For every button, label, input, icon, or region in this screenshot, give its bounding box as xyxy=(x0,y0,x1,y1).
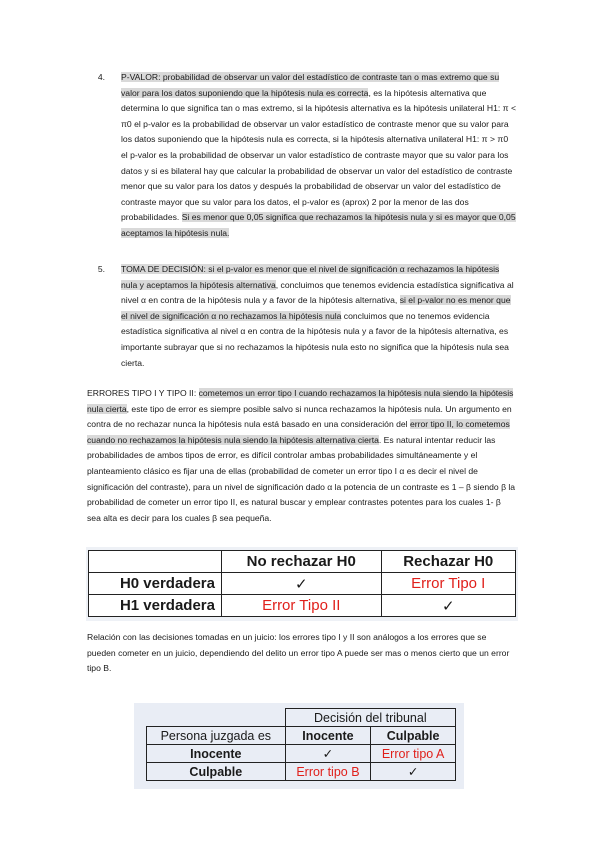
body-text: , este tipo de error es siempre posible salvo si nunca rechazamos la hipótesis nula. Un argumento en contra de no rechazar nunca la hipótesis nula está basado en una consideración del xyxy=(87,403,512,430)
highlighted-text: cometemos un error tipo I cuando rechazamos la hipótesis nula siendo la hipótesis nula cierta xyxy=(87,388,514,414)
relation-paragraph: Relación con las decisiones tomadas en un juicio: los errores tipo I y II son análogos a los errores que se pueden cometer en un juicio, dependiendo del delito un error tipo A puede ser mas o menos cierto que un error tipo B. xyxy=(87,632,510,674)
error-tipo-b-cell: Error tipo B xyxy=(285,763,371,781)
table-row xyxy=(89,573,516,595)
highlighted-text: Si es menor que 0,05 significa que rechazamos la hipótesis nula y si es mayor que 0,05 aceptamos la hipótesis nula. xyxy=(121,212,516,238)
body-text: ERRORES TIPO I Y TIPO II: xyxy=(87,388,199,398)
table-header-row xyxy=(89,551,516,573)
table-title: Decisión del tribunal xyxy=(285,709,455,727)
highlighted-text: si el p-valor no es menor que el nivel de significación α no rechazamos la hipótesis nula xyxy=(121,295,511,321)
highlighted-text: TOMA DE DECISIÓN: si el p-valor es menor que el nivel de significación α rechazamos la hipótesis nula y aceptamos la hipótesis alternativa xyxy=(121,264,500,290)
highlighted-text: error tipo II, lo cometemos cuando no rechazamos la hipótesis nula siendo la hipótesis alternativa cierta xyxy=(87,419,510,445)
body-text: concluimos que no tenemos evidencia estadística significativa al nivel α en contra de la hipótesis nula y a favor de la hipótesis alternativa, es importante subrayar que si no rechazamos la hipótesis nula esto no significa que la hipótesis nula sea cierta. xyxy=(121,310,509,368)
check-mark-cell: ✓ xyxy=(222,573,382,595)
list-item-text xyxy=(121,262,517,371)
list-number: 4. xyxy=(97,72,105,82)
header-inocente: Inocente xyxy=(285,727,371,745)
header-culpable: Culpable xyxy=(371,727,456,745)
list-item-toma-decision xyxy=(87,262,517,371)
table-cell-empty xyxy=(89,551,222,573)
check-mark-cell: ✓ xyxy=(381,595,516,617)
list-item-text xyxy=(121,70,517,242)
body-text: . Es natural intentar reducir las probabilidades de ambos tipos de error, es difícil controlar ambas probabilidades simultáneamente y el planteamiento clásico es fijar una de ellas (probabilidad de cometer un error tipo I α es decir el nivel de significación del contraste), para un nivel de significación dado α la potencia de un contraste es 1 – β siendo β la probabilidad de cometer un error tipo II, es natural buscar y emplear contrastes potentes para los cuales 1- β sea alta es decir para los cuales β sea pequeña. xyxy=(87,434,516,523)
table-row xyxy=(147,745,456,763)
list-number: 5. xyxy=(97,264,105,274)
error-tipo-a-cell: Error tipo A xyxy=(371,745,456,763)
error-types-table xyxy=(88,550,516,617)
header-persona-juzgada: Persona juzgada es xyxy=(147,727,286,745)
check-mark-cell: ✓ xyxy=(285,745,371,763)
table-row xyxy=(89,595,516,617)
header-no-rechazar: No rechazar H0 xyxy=(222,551,382,573)
body-text: , concluimos que tenemos evidencia estadística significativa al nivel α en contra de la hipótesis nula y a favor de la hipótesis alternativa, xyxy=(121,279,514,306)
table-row xyxy=(147,763,456,781)
check-mark-cell: ✓ xyxy=(371,763,456,781)
header-rechazar: Rechazar H0 xyxy=(381,551,516,573)
table-header-row xyxy=(147,727,456,745)
row-label-inocente: Inocente xyxy=(147,745,286,763)
row-label-culpable: Culpable xyxy=(147,763,286,781)
row-label-h0: H0 verdadera xyxy=(89,573,222,595)
tribunal-decision-table xyxy=(146,708,456,781)
row-label-h1: H1 verdadera xyxy=(89,595,222,617)
table-cell-empty xyxy=(147,709,286,727)
list-item-p-valor xyxy=(87,70,517,242)
table-title-row xyxy=(147,709,456,727)
error-tipo-i-cell: Error Tipo I xyxy=(381,573,516,595)
error-tipo-ii-cell: Error Tipo II xyxy=(222,595,382,617)
errors-paragraph xyxy=(87,386,517,526)
body-text: , es la hipótesis alternativa que determina lo que significa tan o mas extremo, si la hipótesis alternativa es la hipótesis unilateral H1: π < π0 el p-valor es la probabilidad de observar un valor estadístico de contraste menor que su valor para los datos suponiendo que la hipótesis nula es correcta, si la hipótesis alternativa unilateral H1: π > π0 el p-valor es la probabilidad de observar un valor estadístico de contraste mayor que su valor para los datos y si es bilateral hay que calcular la probabilidad de observar un valor del estadístico de contraste menor que su valor para los datos y después la probabilidad de observar un valor del estadístico de contraste mayor que su valor para los datos, el p-valor es (aprox) 2 por la menor de las dos probabilidades. xyxy=(121,87,516,223)
highlighted-text: P-VALOR: probabilidad de observar un valor del estadístico de contraste tan o mas extremo que su valor para los datos suponiendo que la hipótesis nula es correcta xyxy=(121,72,500,98)
